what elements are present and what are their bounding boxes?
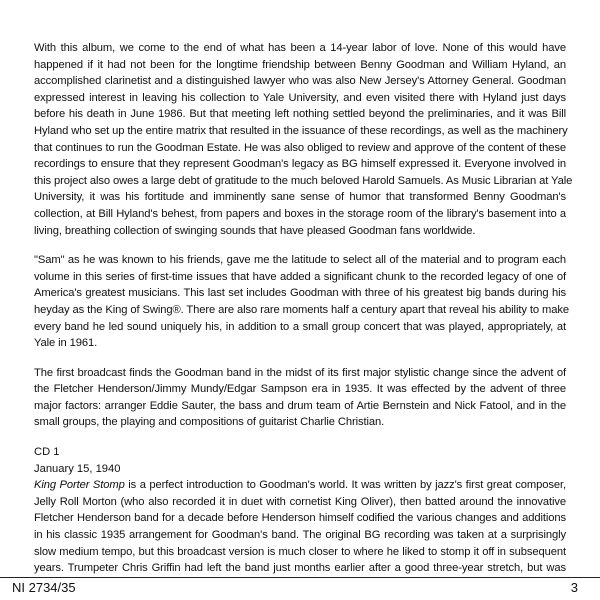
cd-section: [34, 444, 566, 577]
first-line-rest: is a perfect introduction to Goodman's world. It was written by jazz's first great composer,: [124, 479, 566, 492]
text-line: Yale in 1961.: [34, 337, 98, 350]
text-line: the Fletcher Henderson/Jimmy Mundy/Edgar Sampson era in 1935. It was effected by the advent of three: [34, 383, 566, 396]
text-line: heyday as the King of Swing®. There are also rare moments half a century apart that reveal his ability to make: [34, 303, 569, 316]
catalog-number: NI 2734/35: [12, 580, 76, 595]
text-line: volume in this series of first-time issues that have added a significant chunk to the recorded legacy of one of: [34, 270, 566, 283]
text-line: accomplished clarinetist and a distinguished lawyer who was also New Jersey's Attorney General. Goodman: [34, 75, 566, 88]
cd-heading: CD 1: [34, 446, 60, 459]
text-line: The first broadcast finds the Goodman band in the midst of its first major stylistic change since the advent of: [34, 366, 566, 379]
text-line: Fletcher Henderson band for a decade before Henderson himself codified the various changes and additions: [34, 512, 566, 525]
footer-rule: [0, 577, 600, 578]
paragraph: [34, 365, 566, 431]
text-line: that continues to run the Goodman Estate. He was also obliged to review and approve of the content of these: [34, 141, 566, 154]
text-line: happened if it had not been for the longtime friendship between Benny Goodman and William Hyland, an: [34, 58, 566, 71]
text-line: small groups, the playing and compositions of guitarist Charlie Christian.: [34, 416, 385, 429]
text-line: "Sam" as he was known to his friends, gave me the latitude to select all of the material and to program each: [34, 254, 566, 267]
text-line: every band he led sound uniquely his, in addition to a small group concert that was played, appropriately, at: [34, 320, 566, 333]
text-line: Hyland who set up the entire matrix that resulted in the issuance of these recordings, as well as the machinery: [34, 124, 568, 137]
paragraph: [34, 40, 573, 239]
text-line: With this album, we come to the end of what has been a 14-year labor of love. None of this would have: [34, 42, 566, 54]
text-line: in his classic 1935 arrangement for Goodman's band. The original BG recording was taken at a surprisingly: [34, 529, 566, 542]
text-line: major factors: arranger Eddie Sauter, the bass and drum team of Artie Bernstein and Nick Fatool, and in the: [34, 399, 566, 412]
text-line: before his death in June 1986. But that meeting left nothing settled beyond the preliminaries, and it was Bill: [34, 108, 566, 121]
cd-first-line: [34, 477, 566, 494]
paragraph: [34, 252, 569, 352]
page-number: 3: [570, 580, 578, 595]
text-line: recordings to ensure that they represent Goodman's legacy as BG himself expressed it. Everyone involved in: [34, 158, 566, 171]
text-line: Jelly Roll Morton (who also recorded it in duet with cornetist King Oliver), then batted around the innovative: [34, 495, 566, 508]
track-title: King Porter Stomp: [34, 479, 125, 492]
cd-date: January 15, 1940: [34, 462, 121, 475]
text-line: slow medium tempo, but this broadcast version is much closer to where he liked to stomp it off in subsequent: [34, 545, 566, 558]
paragraphs: [34, 40, 573, 431]
text-line: collection, at Bill Hyland's behest, from papers and boxes in the storage room of the library's basement into a: [34, 207, 566, 220]
text-line: living, breathing collection of swinging sounds that have pleased Goodman fans worldwide.: [34, 224, 476, 237]
cd-lines: [34, 494, 566, 577]
document-body: [34, 40, 573, 590]
text-line: University, it was his fortitude and imminently sane sense of humor that transformed Benny Goodman's: [34, 191, 566, 204]
text-line: years. Trumpeter Chris Griffin had left the band just months earlier after a good three-year stretch, but was: [34, 562, 566, 575]
text-line: America's greatest musicians. This last set includes Goodman with three of his greatest big bands during his: [34, 287, 566, 300]
text-line: this project also owes a large debt of gratitude to the much beloved Harold Samuels. As Music Librarian at Yale: [34, 174, 573, 187]
text-line: expressed interest in leaving his collection to Yale University, and even visited there with Hyland just days: [34, 91, 566, 104]
